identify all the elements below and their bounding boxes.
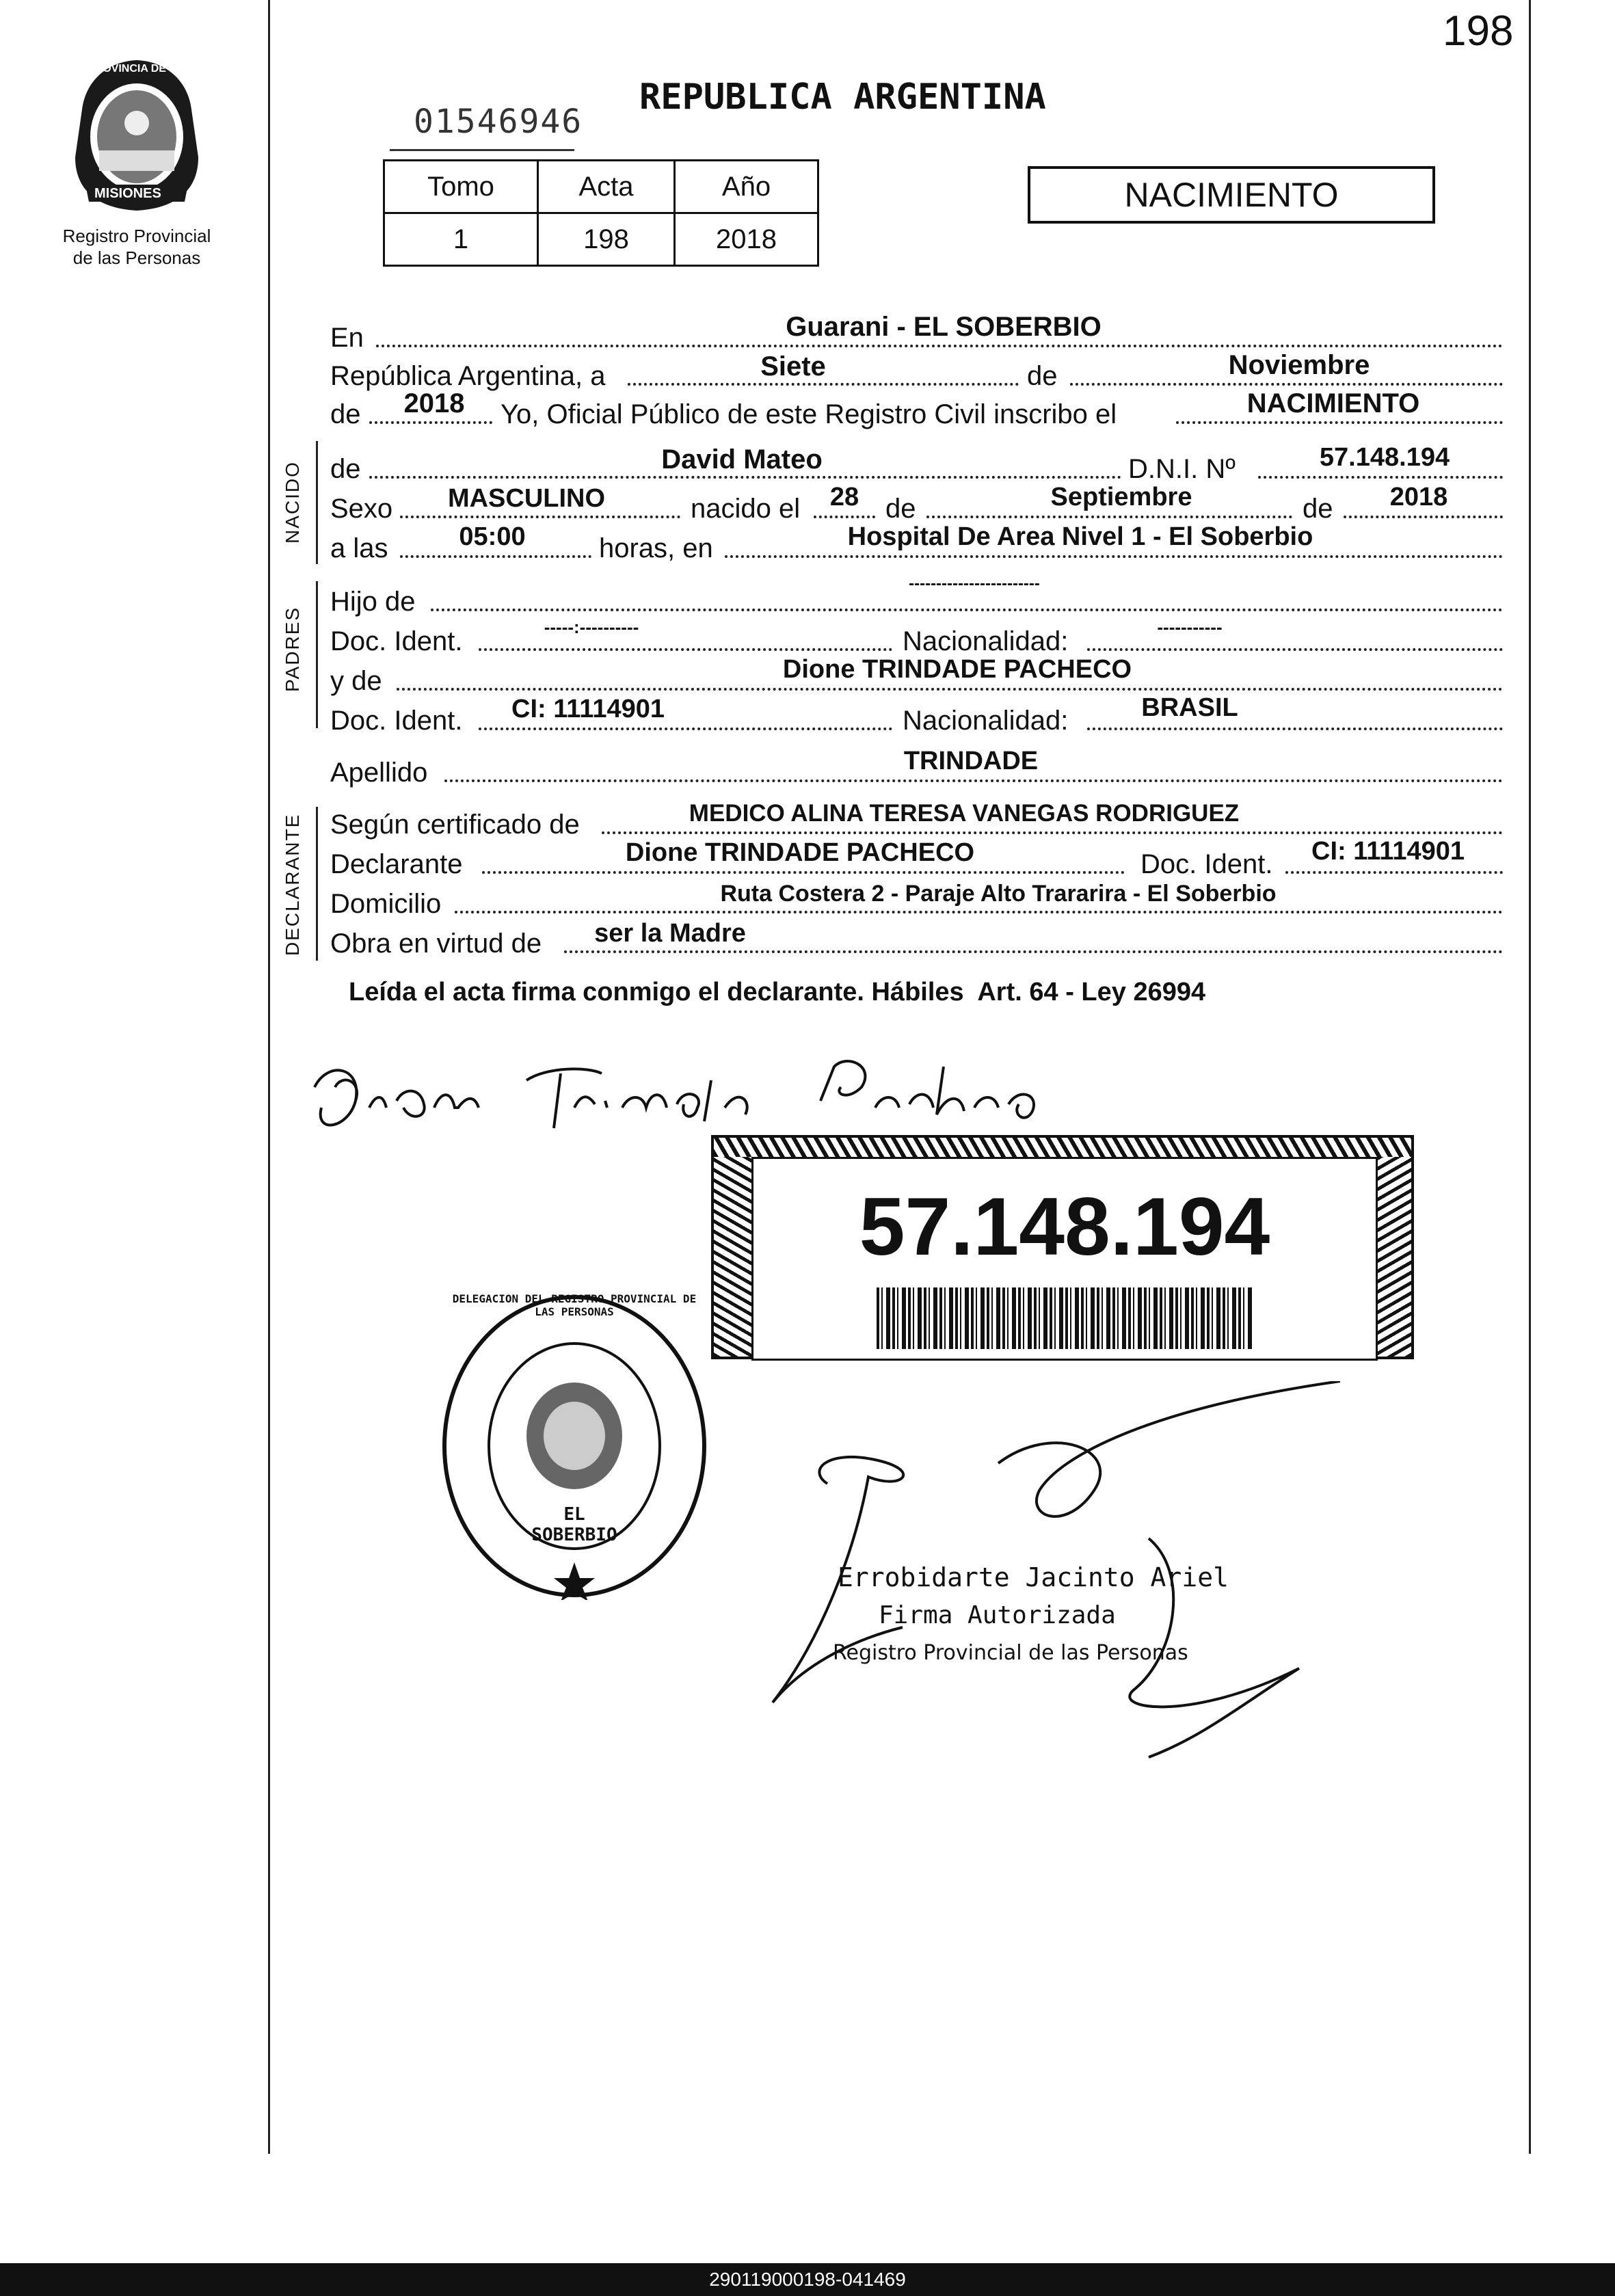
- label-dni: D.N.I. Nº: [1128, 454, 1236, 484]
- dots-tipo: [1176, 421, 1503, 424]
- logo-text-top: PROVINCIA DE: [88, 63, 166, 75]
- sticker-pattern-left: [714, 1157, 751, 1357]
- table-header-tomo: Tomo: [384, 161, 538, 213]
- seal-text-outer: DELEGACION DEL REGISTRO PROVINCIAL DE LAS PERSONAS: [452, 1292, 697, 1318]
- dots-en: [376, 345, 1503, 347]
- value-dia: Siete: [760, 351, 826, 382]
- label-doc-ident-3: Doc. Ident.: [1140, 849, 1273, 879]
- value-lugar-nac: Hospital De Area Nivel 1 - El Soberbio: [847, 522, 1313, 551]
- closing-text: Leída el acta firma conmigo el declarante. Hábiles Art. 64 - Ley 26994: [349, 978, 1206, 1006]
- logo-text-bottom: MISIONES: [94, 186, 161, 201]
- value-domicilio: Ruta Costera 2 - Paraje Alto Trararira - El Soberbio: [720, 881, 1277, 907]
- official-role: Firma Autorizada: [879, 1601, 1116, 1629]
- label-doc-ident-2: Doc. Ident.: [330, 706, 463, 736]
- label-de-1: de: [1027, 361, 1058, 391]
- label-a-las: a las: [330, 533, 388, 563]
- value-obra: ser la Madre: [594, 919, 746, 948]
- page-title: REPUBLICA ARGENTINA: [639, 77, 1046, 118]
- act-type-box: NACIMIENTO: [1028, 166, 1435, 224]
- value-certificado: MEDICO ALINA TERESA VANEGAS RODRIGUEZ: [689, 800, 1240, 827]
- nacido-bracket: [316, 441, 318, 564]
- padres-bracket: [316, 581, 318, 728]
- dots-madre: [397, 688, 1503, 691]
- dots-dni: [1258, 476, 1503, 479]
- value-sexo: MASCULINO: [447, 484, 606, 513]
- page-number: 198: [1443, 8, 1514, 55]
- dots-domicilio: [455, 911, 1503, 913]
- label-republica: República Argentina, a: [330, 361, 606, 391]
- label-yo: Yo, Oficial Público de este Registro Civil inscribo el: [500, 399, 1117, 429]
- seal-text-inner: EL SOBERBIO: [531, 1504, 617, 1545]
- value-anio: 2018: [403, 388, 465, 418]
- label-en: En: [330, 323, 364, 353]
- value-declarante: Dione TRINDADE PACHECO: [625, 838, 975, 867]
- dots-sexo: [400, 516, 680, 518]
- value-madre-doc: CI: 11114901: [511, 695, 665, 723]
- label-declarante: Declarante: [330, 849, 463, 879]
- table-value-anio: 2018: [675, 213, 818, 266]
- label-doc-ident-1: Doc. Ident.: [330, 626, 463, 656]
- table-header-acta: Acta: [538, 161, 675, 213]
- value-madre: Dione TRINDADE PACHECO: [782, 655, 1132, 684]
- value-mes-nac: Septiembre: [1050, 483, 1192, 511]
- value-anio-nac: 2018: [1389, 483, 1448, 511]
- table-value-tomo: 1: [384, 213, 538, 266]
- registry-table: [383, 159, 819, 267]
- dots-hora: [400, 555, 591, 558]
- declarante-bracket: [316, 807, 318, 961]
- value-dni: 57.148.194: [1319, 443, 1450, 472]
- value-mes: Noviembre: [1228, 350, 1370, 380]
- label-de-4: de: [885, 494, 916, 524]
- label-segun: Según certificado de: [330, 810, 580, 840]
- official-seal: [438, 1292, 711, 1600]
- dots-anio: [369, 421, 492, 424]
- label-domicilio: Domicilio: [330, 889, 442, 919]
- value-padre-doc: -----:----------: [544, 617, 639, 637]
- dots-lugar-nac: [725, 555, 1503, 558]
- dots-mes-nac: [926, 516, 1292, 518]
- footer-code: 290119000198-041469: [0, 2263, 1615, 2296]
- sticker-pattern-top: [714, 1138, 1411, 1157]
- value-lugar: Guarani - EL SOBERBIO: [786, 312, 1102, 342]
- section-label-declarante: DECLARANTE: [282, 813, 303, 956]
- value-declarante-doc: CI: 11114901: [1311, 837, 1465, 866]
- right-margin-line: [1529, 0, 1531, 2154]
- section-label-nacido: NACIDO: [282, 461, 303, 544]
- label-de-5: de: [1303, 494, 1333, 524]
- dots-declarante-doc: [1285, 871, 1503, 874]
- serial-number: 01546946: [414, 103, 583, 141]
- table-header-anio: Año: [675, 161, 818, 213]
- registry-line2: de las Personas: [72, 248, 201, 268]
- value-nombre: David Mateo: [661, 444, 823, 475]
- value-madre-nac: BRASIL: [1141, 693, 1238, 722]
- label-y-de: y de: [330, 666, 382, 696]
- value-hora: 05:00: [459, 522, 526, 551]
- dots-padre-doc: [479, 648, 892, 651]
- dots-obra: [564, 950, 1503, 953]
- sticker-pattern-right: [1374, 1157, 1411, 1357]
- dots-mes: [1070, 383, 1503, 386]
- official-name: Errobidarte Jacinto Ariel: [838, 1562, 1229, 1592]
- dni-sticker-number: 57.148.194: [859, 1181, 1270, 1272]
- label-horas-en: horas, en: [599, 533, 713, 563]
- value-dia-nac: 28: [829, 483, 859, 511]
- value-padre: ------------------------: [909, 574, 1040, 593]
- label-obra: Obra en virtud de: [330, 929, 542, 959]
- label-nacionalidad-1: Nacionalidad:: [903, 626, 1069, 656]
- label-de-3: de: [330, 454, 361, 484]
- label-de-2: de: [330, 399, 361, 429]
- label-sexo: Sexo: [330, 494, 393, 524]
- dots-madre-nac: [1087, 727, 1503, 730]
- label-hijo-de: Hijo de: [330, 587, 416, 617]
- serial-underline: [390, 149, 574, 151]
- value-padre-nac: -----------: [1157, 617, 1223, 637]
- declarant-signature: [301, 1039, 1080, 1149]
- left-margin-line: [268, 0, 270, 2154]
- official-org: Registro Provincial de las Personas: [833, 1641, 1188, 1665]
- registry-line1: Registro Provincial: [62, 226, 211, 246]
- dots-padre: [431, 609, 1503, 611]
- dots-dia: [628, 383, 1019, 386]
- dots-certificado: [602, 831, 1503, 834]
- label-apellido: Apellido: [330, 758, 428, 788]
- dots-dia-nac: [814, 516, 875, 518]
- dots-nombre: [369, 476, 1121, 479]
- dots-padre-nac: [1087, 648, 1503, 651]
- dots-apellido: [444, 779, 1503, 782]
- dots-madre-doc: [479, 727, 892, 730]
- label-nacionalidad-2: Nacionalidad:: [903, 706, 1069, 736]
- dots-anio-nac: [1344, 516, 1503, 518]
- value-apellido: TRINDADE: [903, 747, 1039, 775]
- section-label-padres: PADRES: [282, 606, 303, 692]
- value-tipo: NACIMIENTO: [1246, 388, 1420, 418]
- table-value-acta: 198: [538, 213, 675, 266]
- sticker-inner: [751, 1157, 1378, 1361]
- label-nacido-el: nacido el: [691, 494, 801, 524]
- dots-declarante: [482, 871, 1125, 874]
- barcode: [877, 1287, 1253, 1349]
- dni-sticker: [711, 1135, 1414, 1359]
